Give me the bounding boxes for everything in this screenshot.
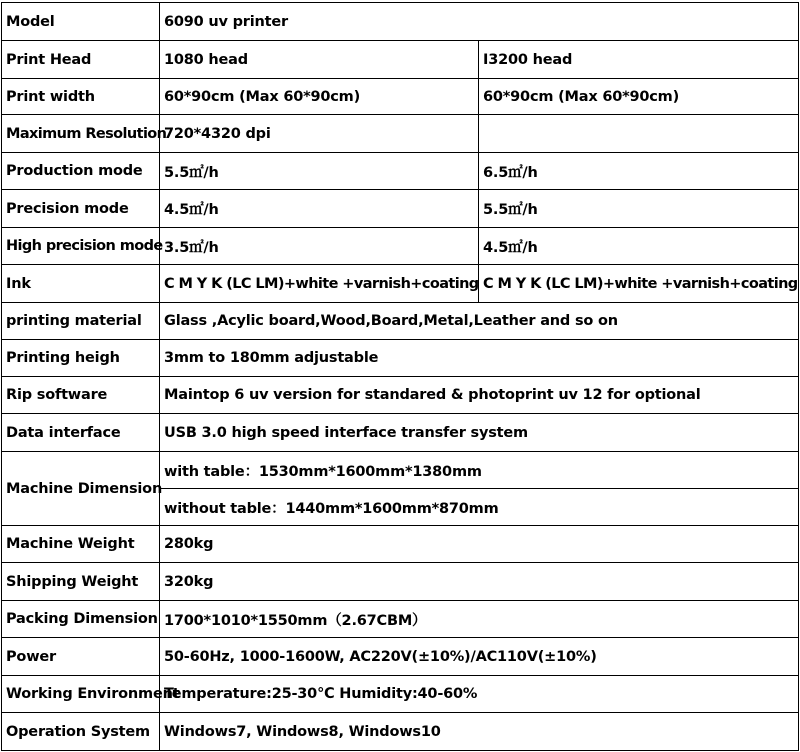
spec-table bbox=[1, 2, 799, 751]
row-value-1080: 60*90cm (Max 60*90cm) bbox=[160, 79, 479, 115]
row-machine-dimension bbox=[2, 452, 799, 489]
row-value: Windows7, Windows8, Windows10 bbox=[160, 713, 799, 751]
row-label: Packing Dimension bbox=[2, 601, 160, 638]
row-label: Machine Weight bbox=[2, 526, 160, 563]
row-ink bbox=[2, 265, 799, 303]
row-print-head bbox=[2, 41, 799, 79]
row-label: Printing heigh bbox=[2, 340, 160, 377]
row-value-1080: C M Y K (LC LM)+white +varnish+coating bbox=[160, 265, 479, 303]
row-model bbox=[2, 3, 799, 41]
row-data-interface bbox=[2, 414, 799, 452]
row-value-1080: 720*4320 dpi bbox=[160, 115, 479, 153]
row-value-i3200: 6.5㎡/h bbox=[479, 153, 799, 190]
row-label: Production mode bbox=[2, 153, 160, 190]
row-value-i3200: C M Y K (LC LM)+white +varnish+coating bbox=[479, 265, 799, 303]
row-label: Model bbox=[2, 3, 160, 41]
row-value-i3200 bbox=[479, 115, 799, 153]
row-value: 1700*1010*1550mm（2.67CBM） bbox=[160, 601, 799, 638]
row-value: Temperature:25-30℃ Humidity:40-60% bbox=[160, 676, 799, 713]
row-power bbox=[2, 638, 799, 676]
row-precision-mode bbox=[2, 190, 799, 228]
row-operation-system bbox=[2, 713, 799, 751]
row-rip-software bbox=[2, 377, 799, 414]
row-label: Shipping Weight bbox=[2, 563, 160, 601]
row-value: 50-60Hz, 1000-1600W, AC220V(±10%)/AC110V(±10%) bbox=[160, 638, 799, 676]
row-label: Operation System bbox=[2, 713, 160, 751]
row-working-environment bbox=[2, 676, 799, 713]
row-printing-height bbox=[2, 340, 799, 377]
row-max-resolution bbox=[2, 115, 799, 153]
row-value-with-table: with table：1530mm*1600mm*1380mm bbox=[160, 452, 799, 489]
row-production-mode bbox=[2, 153, 799, 190]
row-print-width bbox=[2, 79, 799, 115]
row-printing-material bbox=[2, 303, 799, 340]
row-value-1080: 4.5㎡/h bbox=[160, 190, 479, 228]
row-value-1080: 5.5㎡/h bbox=[160, 153, 479, 190]
row-value-i3200: 60*90cm (Max 60*90cm) bbox=[479, 79, 799, 115]
row-label: Ink bbox=[2, 265, 160, 303]
row-packing-dimension bbox=[2, 601, 799, 638]
row-label: Precision mode bbox=[2, 190, 160, 228]
row-shipping-weight bbox=[2, 563, 799, 601]
row-value-1080: 3.5㎡/h bbox=[160, 228, 479, 265]
row-label: Data interface bbox=[2, 414, 160, 452]
row-label: Print width bbox=[2, 79, 160, 115]
row-label: Print Head bbox=[2, 41, 160, 79]
row-machine-weight bbox=[2, 526, 799, 563]
row-value-1080: 1080 head bbox=[160, 41, 479, 79]
row-label: Rip software bbox=[2, 377, 160, 414]
row-label: printing material bbox=[2, 303, 160, 340]
row-value: Glass ,Acylic board,Wood,Board,Metal,Leather and so on bbox=[160, 303, 799, 340]
row-value: 3mm to 180mm adjustable bbox=[160, 340, 799, 377]
row-value-without-table: without table：1440mm*1600mm*870mm bbox=[160, 489, 799, 526]
row-value-i3200: I3200 head bbox=[479, 41, 799, 79]
row-value: 6090 uv printer bbox=[160, 3, 799, 41]
row-label: High precision mode bbox=[2, 228, 160, 265]
row-value: USB 3.0 high speed interface transfer system bbox=[160, 414, 799, 452]
row-value-i3200: 4.5㎡/h bbox=[479, 228, 799, 265]
row-high-precision-mode bbox=[2, 228, 799, 265]
row-label: Machine Dimension bbox=[2, 452, 160, 526]
row-value-i3200: 5.5㎡/h bbox=[479, 190, 799, 228]
row-label: Maximum Resolution bbox=[2, 115, 160, 153]
row-value: Maintop 6 uv version for standared & photoprint uv 12 for optional bbox=[160, 377, 799, 414]
row-value: 280kg bbox=[160, 526, 799, 563]
row-label: Power bbox=[2, 638, 160, 676]
row-value: 320kg bbox=[160, 563, 799, 601]
row-label: Working Environment bbox=[2, 676, 160, 713]
